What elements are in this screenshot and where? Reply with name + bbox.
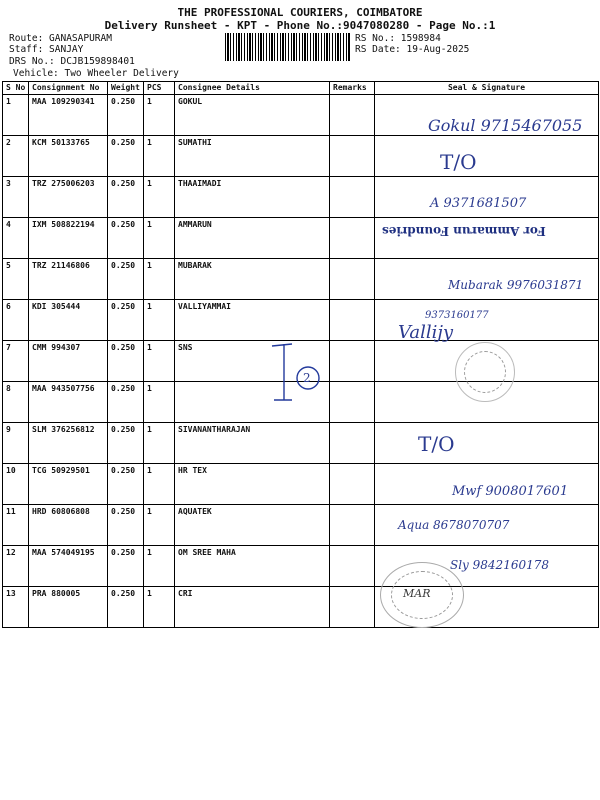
remarks-cell: [330, 136, 375, 177]
remarks-cell: [330, 464, 375, 505]
seal-stamp-row-7: [455, 342, 515, 402]
remarks-cell: [330, 300, 375, 341]
pcs-cell: 1: [144, 95, 175, 136]
signature-row-6-phone: 9373160177: [425, 310, 489, 321]
col-sno-header: S No: [3, 82, 29, 95]
consignee-cell: SIVANANTHARAJAN: [175, 423, 330, 464]
consignee-cell: MUBARAK: [175, 259, 330, 300]
consignee-cell: AMMARUN: [175, 218, 330, 259]
handwritten-bracket-mark: [264, 338, 334, 410]
weight-cell: 0.250: [108, 505, 144, 546]
seal-stamp-inner: [464, 351, 506, 393]
sno-cell: 2: [3, 136, 29, 177]
sno-cell: 9: [3, 423, 29, 464]
signature-row-2: T/O: [440, 150, 477, 174]
weight-cell: 0.250: [108, 259, 144, 300]
consignment-cell: HRD 60806808: [29, 505, 108, 546]
sno-cell: 5: [3, 259, 29, 300]
pcs-cell: 1: [144, 546, 175, 587]
table-row: [3, 587, 599, 628]
sno-cell: 11: [3, 505, 29, 546]
consignment-cell: TRZ 275006203: [29, 177, 108, 218]
weight-cell: 0.250: [108, 300, 144, 341]
consignment-cell: IXM 508822194: [29, 218, 108, 259]
weight-cell: 0.250: [108, 546, 144, 587]
pcs-cell: 1: [144, 423, 175, 464]
pcs-cell: 1: [144, 587, 175, 628]
weight-cell: 0.250: [108, 177, 144, 218]
consignee-cell: SUMATHI: [175, 136, 330, 177]
remarks-cell: [330, 546, 375, 587]
remarks-cell: [330, 177, 375, 218]
pcs-cell: 1: [144, 382, 175, 423]
signature-row-1: Gokul 9715467055: [428, 116, 583, 135]
signature-cell: [375, 423, 599, 464]
remarks-cell: [330, 423, 375, 464]
seal-stamp-row-13: [380, 562, 464, 628]
remarks-cell: [330, 341, 375, 382]
consignment-cell: TRZ 21146806: [29, 259, 108, 300]
weight-cell: 0.250: [108, 136, 144, 177]
signature-row-13: MAR: [403, 587, 431, 600]
consignment-cell: KDI 305444: [29, 300, 108, 341]
runsheet-subtitle: Delivery Runsheet - KPT - Phone No.:9047080280 - Page No.:1: [104, 19, 496, 32]
table-row: [3, 300, 599, 341]
consignment-cell: MAA 943507756: [29, 382, 108, 423]
signature-cell: [375, 136, 599, 177]
remarks-cell: [330, 95, 375, 136]
weight-cell: 0.250: [108, 95, 144, 136]
col-consignment-header: Consignment No: [29, 82, 108, 95]
consignment-cell: PRA 880005: [29, 587, 108, 628]
sno-cell: 10: [3, 464, 29, 505]
pcs-cell: 1: [144, 136, 175, 177]
col-signature-header: Seal & Signature: [375, 82, 599, 95]
sno-cell: 3: [3, 177, 29, 218]
pcs-cell: 1: [144, 341, 175, 382]
consignee-cell: SNS: [175, 341, 330, 382]
barcode: [225, 33, 350, 61]
staff-label: Staff: SANJAY: [9, 44, 84, 55]
signature-row-7: 2: [303, 371, 311, 385]
table-row: [3, 136, 599, 177]
sno-cell: 6: [3, 300, 29, 341]
pcs-cell: 1: [144, 464, 175, 505]
remarks-cell: [330, 259, 375, 300]
drs-number: DRS No.: DCJB159898401: [9, 56, 135, 67]
signature-row-11: Aqua 8678070707: [398, 518, 510, 532]
pcs-cell: 1: [144, 259, 175, 300]
pcs-cell: 1: [144, 300, 175, 341]
consignment-cell: MAA 574049195: [29, 546, 108, 587]
sno-cell: 4: [3, 218, 29, 259]
remarks-cell: [330, 505, 375, 546]
remarks-cell: [330, 218, 375, 259]
weight-cell: 0.250: [108, 382, 144, 423]
signature-row-9: T/O: [418, 432, 455, 456]
sno-cell: 1: [3, 95, 29, 136]
consignee-cell: HR TEX: [175, 464, 330, 505]
consignment-cell: CMM 994307: [29, 341, 108, 382]
weight-cell: 0.250: [108, 464, 144, 505]
table-header-row: [3, 82, 599, 95]
route-label: Route: GANASAPURAM: [9, 33, 112, 44]
sno-cell: 7: [3, 341, 29, 382]
weight-cell: 0.250: [108, 218, 144, 259]
sno-cell: 8: [3, 382, 29, 423]
col-pcs-header: PCS: [144, 82, 175, 95]
pcs-cell: 1: [144, 177, 175, 218]
signature-row-5: Mubarak 9976031871: [448, 278, 584, 292]
signature-row-12: Sly 9842160178: [450, 558, 549, 572]
consignment-cell: SLM 376256812: [29, 423, 108, 464]
consignee-cell: AQUATEK: [175, 505, 330, 546]
consignment-cell: TCG 50929501: [29, 464, 108, 505]
consignee-cell: OM SREE MAHA: [175, 546, 330, 587]
weight-cell: 0.250: [108, 341, 144, 382]
remarks-cell: [330, 587, 375, 628]
pcs-cell: 1: [144, 505, 175, 546]
weight-cell: 0.250: [108, 587, 144, 628]
company-title: THE PROFESSIONAL COURIERS, COIMBATORE: [177, 6, 423, 19]
sno-cell: 13: [3, 587, 29, 628]
consignee-cell: CRI: [175, 587, 330, 628]
stamp-row-4: For Ammarun Foundries: [382, 224, 546, 238]
sno-cell: 12: [3, 546, 29, 587]
signature-row-3: A 9371681507: [430, 196, 527, 211]
vehicle-label: Vehicle: Two Wheeler Delivery: [13, 68, 179, 79]
rs-date: RS Date: 19-Aug-2025: [355, 44, 470, 55]
rs-number: RS No.: 1598984: [355, 33, 441, 44]
remarks-cell: [330, 382, 375, 423]
weight-cell: 0.250: [108, 423, 144, 464]
consignment-cell: KCM 50133765: [29, 136, 108, 177]
consignment-cell: MAA 109290341: [29, 95, 108, 136]
consignee-cell: THAAIMADI: [175, 177, 330, 218]
table-row: [3, 423, 599, 464]
col-weight-header: Weight: [108, 82, 144, 95]
pcs-cell: 1: [144, 218, 175, 259]
consignee-cell: GOKUL: [175, 95, 330, 136]
signature-row-6: Vallijy: [398, 322, 454, 343]
col-consignee-header: Consignee Details: [175, 82, 330, 95]
consignee-cell: VALLIYAMMAI: [175, 300, 330, 341]
col-remarks-header: Remarks: [330, 82, 375, 95]
signature-row-10: Mwf 9008017601: [452, 484, 569, 499]
